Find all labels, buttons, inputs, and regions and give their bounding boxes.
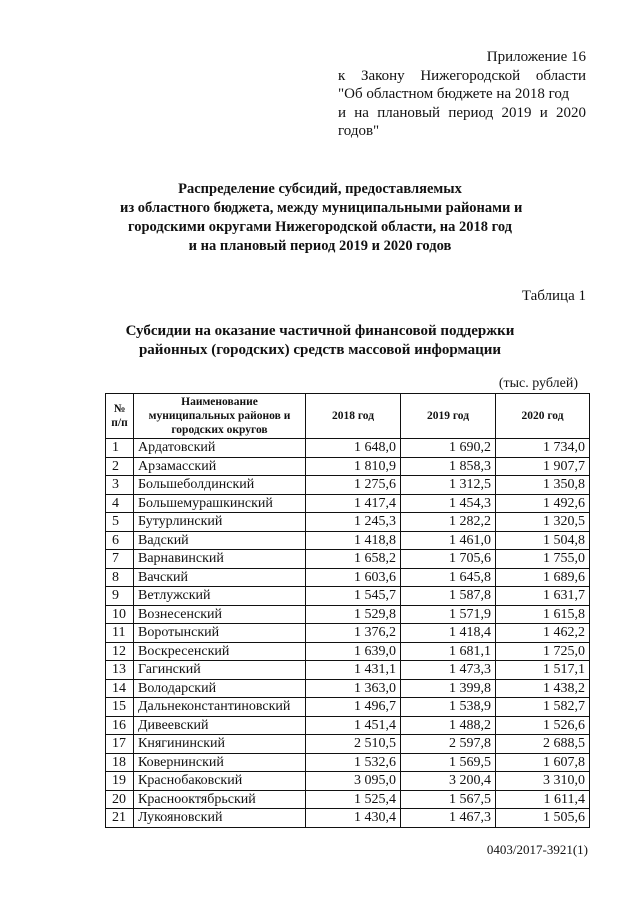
header-num: № п/п <box>106 394 134 439</box>
value-2019: 1 690,2 <box>401 439 496 458</box>
district-name: Ветлужский <box>134 587 306 606</box>
row-number: 12 <box>106 642 134 661</box>
value-2019: 1 418,4 <box>401 624 496 643</box>
value-2020: 1 462,2 <box>496 624 590 643</box>
district-name: Дальнеконстантиновский <box>134 698 306 717</box>
appendix-word: и <box>338 104 347 121</box>
table-row <box>106 587 590 606</box>
district-name: Вознесенский <box>134 605 306 624</box>
district-name: Володарский <box>134 679 306 698</box>
table-row <box>106 679 590 698</box>
value-2020: 3 310,0 <box>496 772 590 791</box>
value-2019: 1 282,2 <box>401 513 496 532</box>
row-number: 20 <box>106 790 134 809</box>
value-2018: 1 532,6 <box>306 753 401 772</box>
table-row <box>106 790 590 809</box>
title-line: городскими округами Нижегородской области, на 2018 год <box>128 219 512 235</box>
value-2019: 3 200,4 <box>401 772 496 791</box>
document-title <box>120 180 523 256</box>
district-name: Вачский <box>134 568 306 587</box>
value-2019: 1 571,9 <box>401 605 496 624</box>
value-2019: 1 473,3 <box>401 661 496 680</box>
table-row <box>106 809 590 828</box>
row-number: 14 <box>106 679 134 698</box>
header-name: Наименование муниципальных районов и городских округов <box>134 394 306 439</box>
district-name: Лукояновский <box>134 809 306 828</box>
value-2019: 1 681,1 <box>401 642 496 661</box>
appendix-word: области <box>535 67 586 84</box>
appendix-line-4 <box>338 104 586 123</box>
table-row <box>106 753 590 772</box>
value-2019: 2 597,8 <box>401 735 496 754</box>
table-row <box>106 716 590 735</box>
row-number: 2 <box>106 457 134 476</box>
value-2020: 1 607,8 <box>496 753 590 772</box>
value-2018: 1 363,0 <box>306 679 401 698</box>
district-name: Краснобаковский <box>134 772 306 791</box>
district-name: Краснооктябрьский <box>134 790 306 809</box>
value-2020: 1 320,5 <box>496 513 590 532</box>
row-number: 6 <box>106 531 134 550</box>
value-2018: 1 245,3 <box>306 513 401 532</box>
title-line: и на плановый период 2019 и 2020 годов <box>188 238 452 254</box>
value-2018: 1 451,4 <box>306 716 401 735</box>
value-2019: 1 488,2 <box>401 716 496 735</box>
value-2018: 3 095,0 <box>306 772 401 791</box>
table-row <box>106 550 590 569</box>
value-2020: 1 504,8 <box>496 531 590 550</box>
value-2018: 1 417,4 <box>306 494 401 513</box>
value-2020: 1 611,4 <box>496 790 590 809</box>
value-2020: 1 907,7 <box>496 457 590 476</box>
row-number: 7 <box>106 550 134 569</box>
value-2020: 1 755,0 <box>496 550 590 569</box>
value-2018: 1 376,2 <box>306 624 401 643</box>
value-2018: 1 639,0 <box>306 642 401 661</box>
district-name: Большеболдинский <box>134 476 306 495</box>
value-2020: 1 725,0 <box>496 642 590 661</box>
value-2019: 1 705,6 <box>401 550 496 569</box>
value-2020: 1 438,2 <box>496 679 590 698</box>
value-2019: 1 454,3 <box>401 494 496 513</box>
appendix-word: 2019 <box>501 104 532 121</box>
table-row <box>106 735 590 754</box>
table-row <box>106 531 590 550</box>
value-2019: 1 538,9 <box>401 698 496 717</box>
header-2019: 2019 год <box>401 394 496 439</box>
value-2018: 1 275,6 <box>306 476 401 495</box>
table-header-row <box>106 394 590 439</box>
value-2018: 1 496,7 <box>306 698 401 717</box>
appendix-header <box>338 48 586 141</box>
value-2018: 1 430,4 <box>306 809 401 828</box>
table-row <box>106 605 590 624</box>
district-name: Большемурашкинский <box>134 494 306 513</box>
value-2018: 1 658,2 <box>306 550 401 569</box>
row-number: 21 <box>106 809 134 828</box>
value-2019: 1 645,8 <box>401 568 496 587</box>
district-name: Ковернинский <box>134 753 306 772</box>
value-2018: 1 529,8 <box>306 605 401 624</box>
table-row <box>106 476 590 495</box>
row-number: 17 <box>106 735 134 754</box>
title-line: Распределение субсидий, предоставляемых <box>178 181 462 197</box>
value-2020: 1 734,0 <box>496 439 590 458</box>
table-row <box>106 513 590 532</box>
row-number: 18 <box>106 753 134 772</box>
appendix-word: плановый <box>377 104 441 121</box>
row-number: 4 <box>106 494 134 513</box>
district-name: Гагинский <box>134 661 306 680</box>
value-2018: 1 545,7 <box>306 587 401 606</box>
row-number: 13 <box>106 661 134 680</box>
value-2019: 1 587,8 <box>401 587 496 606</box>
district-name: Воскресенский <box>134 642 306 661</box>
row-number: 10 <box>106 605 134 624</box>
appendix-line-5: годов" <box>338 123 380 139</box>
appendix-word: к <box>338 67 346 84</box>
district-name: Дивеевский <box>134 716 306 735</box>
district-name: Воротынский <box>134 624 306 643</box>
document-code: 0403/2017-3921(1) <box>486 842 588 857</box>
district-name: Варнавинский <box>134 550 306 569</box>
appendix-word: на <box>354 104 369 121</box>
value-2019: 1 399,8 <box>401 679 496 698</box>
appendix-line-3: "Об областном бюджете на 2018 год <box>338 86 570 102</box>
appendix-word: и <box>539 104 548 121</box>
subtitle-line: Субсидии на оказание частичной финансовой поддержки <box>125 323 515 339</box>
value-2020: 1 615,8 <box>496 605 590 624</box>
table-row <box>106 439 590 458</box>
district-name: Ардатовский <box>134 439 306 458</box>
district-name: Княгининский <box>134 735 306 754</box>
row-number: 19 <box>106 772 134 791</box>
value-2019: 1 312,5 <box>401 476 496 495</box>
appendix-word: Нижегородской <box>420 67 521 84</box>
units-note: (тыс. рублей) <box>498 376 578 391</box>
value-2018: 2 510,5 <box>306 735 401 754</box>
row-number: 1 <box>106 439 134 458</box>
row-number: 3 <box>106 476 134 495</box>
table-row <box>106 661 590 680</box>
value-2018: 1 525,4 <box>306 790 401 809</box>
row-number: 9 <box>106 587 134 606</box>
value-2020: 1 526,6 <box>496 716 590 735</box>
subsidies-table <box>105 393 590 828</box>
value-2020: 2 688,5 <box>496 735 590 754</box>
appendix-word: Закону <box>360 67 405 84</box>
appendix-word: период <box>448 104 494 121</box>
value-2020: 1 582,7 <box>496 698 590 717</box>
table-row <box>106 457 590 476</box>
value-2019: 1 567,5 <box>401 790 496 809</box>
appendix-word: 2020 <box>555 104 586 121</box>
header-2018: 2018 год <box>306 394 401 439</box>
value-2020: 1 505,6 <box>496 809 590 828</box>
table-row <box>106 698 590 717</box>
row-number: 16 <box>106 716 134 735</box>
row-number: 15 <box>106 698 134 717</box>
value-2020: 1 492,6 <box>496 494 590 513</box>
value-2020: 1 631,7 <box>496 587 590 606</box>
table-row <box>106 772 590 791</box>
table-body <box>106 439 590 828</box>
value-2018: 1 418,8 <box>306 531 401 550</box>
value-2019: 1 461,0 <box>401 531 496 550</box>
value-2020: 1 689,6 <box>496 568 590 587</box>
value-2019: 1 467,3 <box>401 809 496 828</box>
subtitle-line: районных (городских) средств массовой информации <box>138 342 502 358</box>
table-row <box>106 624 590 643</box>
value-2020: 1 517,1 <box>496 661 590 680</box>
appendix-line-1: Приложение 16 <box>486 49 586 65</box>
value-2019: 1 858,3 <box>401 457 496 476</box>
table-label: Таблица 1 <box>521 288 586 304</box>
appendix-line-2 <box>338 67 586 86</box>
district-name: Вадский <box>134 531 306 550</box>
table-row <box>106 568 590 587</box>
row-number: 11 <box>106 624 134 643</box>
title-line: из областного бюджета, между муниципальными районами и <box>120 200 523 216</box>
row-number: 5 <box>106 513 134 532</box>
district-name: Бутурлинский <box>134 513 306 532</box>
header-2020: 2020 год <box>496 394 590 439</box>
value-2018: 1 810,9 <box>306 457 401 476</box>
table-row <box>106 642 590 661</box>
value-2018: 1 431,1 <box>306 661 401 680</box>
row-number: 8 <box>106 568 134 587</box>
value-2018: 1 648,0 <box>306 439 401 458</box>
value-2019: 1 569,5 <box>401 753 496 772</box>
value-2020: 1 350,8 <box>496 476 590 495</box>
value-2018: 1 603,6 <box>306 568 401 587</box>
district-name: Арзамасский <box>134 457 306 476</box>
table-row <box>106 494 590 513</box>
table-subtitle <box>120 322 520 360</box>
